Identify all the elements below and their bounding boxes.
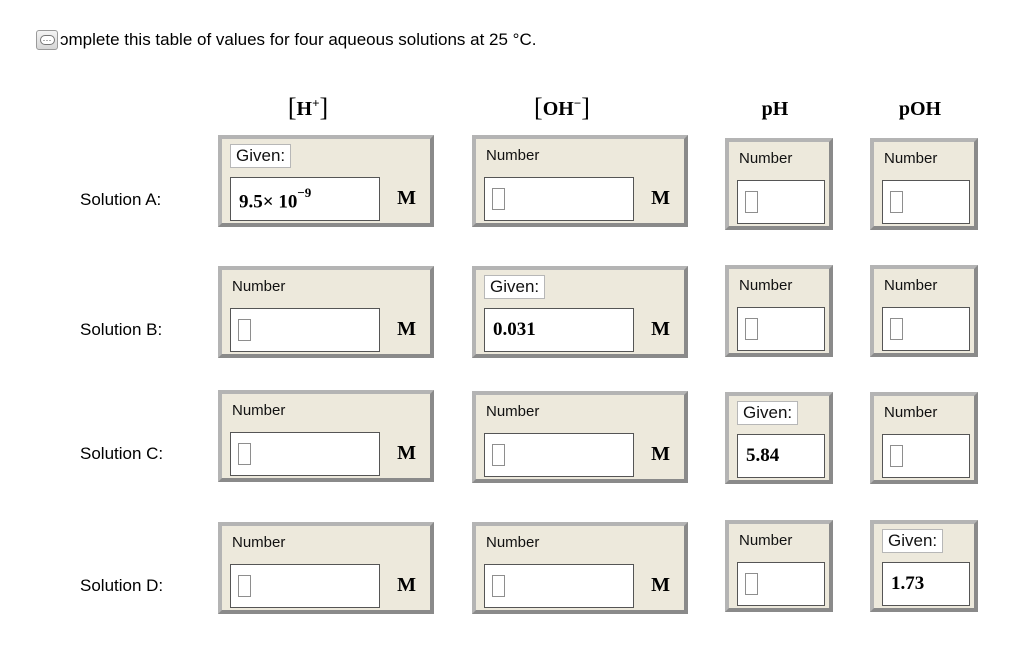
given-label: Given: [882,529,943,553]
text-cursor-icon [890,191,903,213]
given-label: Given: [484,275,545,299]
solution-c-ph-box [725,392,833,484]
row-label-solution-d: Solution D: [80,576,164,595]
given-value: 5.84 [746,445,780,466]
solution-d-poh-box [870,520,978,612]
solution-c-poh-box [870,392,978,484]
given-value: 0.031 [493,319,536,340]
number-label: Number [486,534,540,551]
number-label: Number [486,147,540,164]
solution-d-h-box [218,522,434,614]
given-value: $9.5\times 10^{-9}$ [239,185,312,213]
prompt-text: ᴐmplete this table of values for four aqueous solutions at 25 °C. [60,30,537,49]
solution-b-h-box [218,266,434,358]
number-label: Number [232,278,286,295]
text-cursor-icon [492,444,505,466]
unit-m: M [651,574,670,596]
text-cursor-icon [890,318,903,340]
speech-bubble-icon[interactable]: ··· [36,30,58,50]
number-label: Number [739,277,793,294]
given-value: 1.73 [891,573,925,594]
number-label: Number [884,150,938,167]
solution-a-ph-box [725,138,833,230]
row-label-solution-a: Solution A: [80,190,162,209]
solution-c-poh-input[interactable] [882,434,970,478]
text-cursor-icon [238,443,251,465]
solution-a-h-box [218,135,434,227]
row-label-solution-b: Solution B: [80,320,163,339]
solution-b-oh-given-value [484,308,634,352]
solution-b-ph-box [725,265,833,357]
text-cursor-icon [238,319,251,341]
unit-m: M [651,443,670,465]
given-label: Given: [737,401,798,425]
number-label: Number [232,402,286,419]
solution-d-ph-box [725,520,833,612]
unit-m: M [397,442,416,464]
row-label-solution-c: Solution C: [80,444,164,463]
solution-a-h-given-value [230,177,380,221]
unit-m: M [397,318,416,340]
solution-d-oh-box [472,522,688,614]
text-cursor-icon [745,191,758,213]
number-label: Number [739,532,793,549]
header-poh: pOH [898,98,942,120]
header-oh-concentration: [OH−] [534,93,590,122]
number-label: Number [232,534,286,551]
text-cursor-icon [492,188,505,210]
solution-c-ph-given-value [737,434,825,478]
solution-d-poh-given-value [882,562,970,606]
solution-a-oh-input[interactable] [484,177,634,221]
solution-a-poh-input[interactable] [882,180,970,224]
solution-c-h-box [218,390,434,482]
solution-d-ph-input[interactable] [737,562,825,606]
solution-b-poh-box [870,265,978,357]
text-cursor-icon [238,575,251,597]
given-label: Given: [230,144,291,168]
unit-m: M [651,187,670,209]
text-cursor-icon [890,445,903,467]
solution-d-h-input[interactable] [230,564,380,608]
solution-c-h-input[interactable] [230,432,380,476]
text-cursor-icon [745,573,758,595]
unit-m: M [397,574,416,596]
solution-b-ph-input[interactable] [737,307,825,351]
header-h-concentration: [H+] [287,93,329,122]
number-label: Number [884,277,938,294]
solution-a-ph-input[interactable] [737,180,825,224]
number-label: Number [486,403,540,420]
unit-m: M [651,318,670,340]
solution-a-poh-box [870,138,978,230]
solution-b-h-input[interactable] [230,308,380,352]
text-cursor-icon [745,318,758,340]
unit-m: M [397,187,416,209]
solution-b-poh-input[interactable] [882,307,970,351]
number-label: Number [884,404,938,421]
solution-d-oh-input[interactable] [484,564,634,608]
solution-c-oh-box [472,391,688,483]
solution-b-oh-box [472,266,688,358]
header-ph: pH [761,98,789,120]
solution-c-oh-input[interactable] [484,433,634,477]
text-cursor-icon [492,575,505,597]
number-label: Number [739,150,793,167]
solution-a-oh-box [472,135,688,227]
